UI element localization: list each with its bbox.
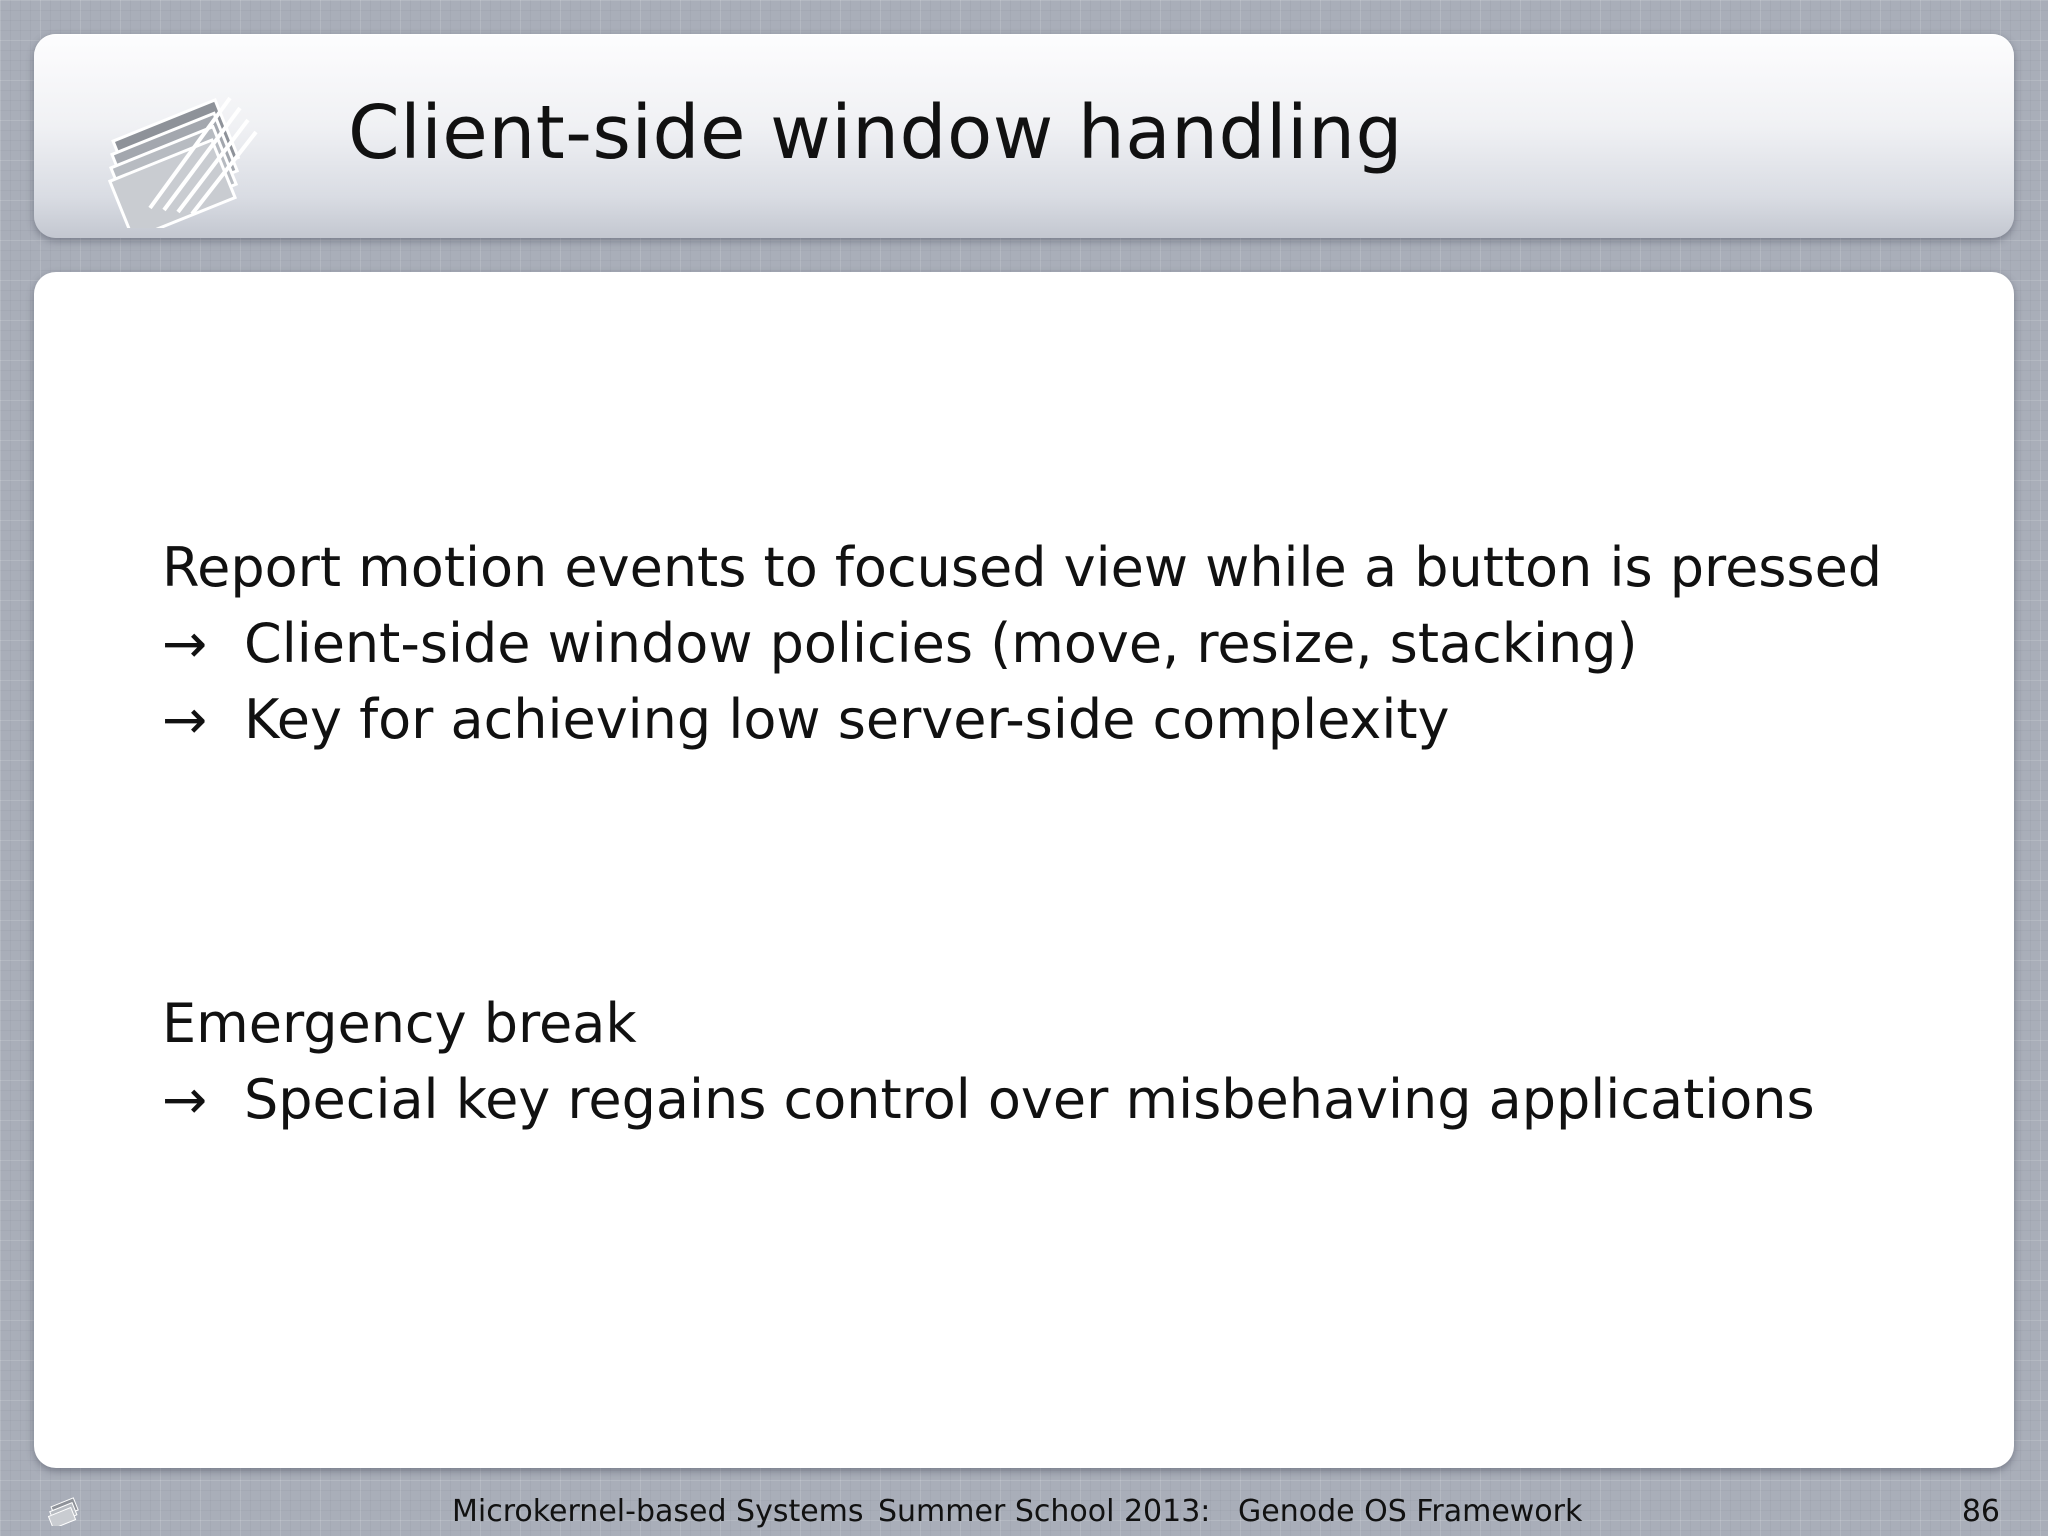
bullet-text: Client-side window policies (move, resize, stacking) [244,612,1638,675]
stacked-pages-logo-icon [80,58,280,228]
slide-body [34,272,2014,1468]
page-number: 86 [1961,1494,2000,1529]
footer-event: Summer School 2013: [878,1494,1211,1529]
bullet-point [162,1062,1815,1138]
stacked-pages-logo-small-icon [42,1490,88,1526]
footer-topic: Genode OS Framework [1238,1494,1583,1529]
content-block-emergency-break [162,986,1815,1138]
right-arrow-icon: → [162,1068,208,1131]
content-block-motion-events [162,530,1882,758]
bullet-point [162,682,1882,758]
bullet-point [162,606,1882,682]
slide-footer [0,1480,2048,1536]
block-heading: Report motion events to focused view while a button is pressed [162,536,1883,599]
slide-title: Client-side window handling [348,90,1403,176]
footer-course: Microkernel-based Systems [452,1494,864,1529]
bullet-text: Special key regains control over misbehaving applications [244,1068,1815,1131]
right-arrow-icon: → [162,688,208,751]
right-arrow-icon: → [162,612,208,675]
bullet-text: Key for achieving low server-side complexity [244,688,1450,751]
slide-header [34,34,2014,238]
block-heading: Emergency break [162,992,637,1055]
